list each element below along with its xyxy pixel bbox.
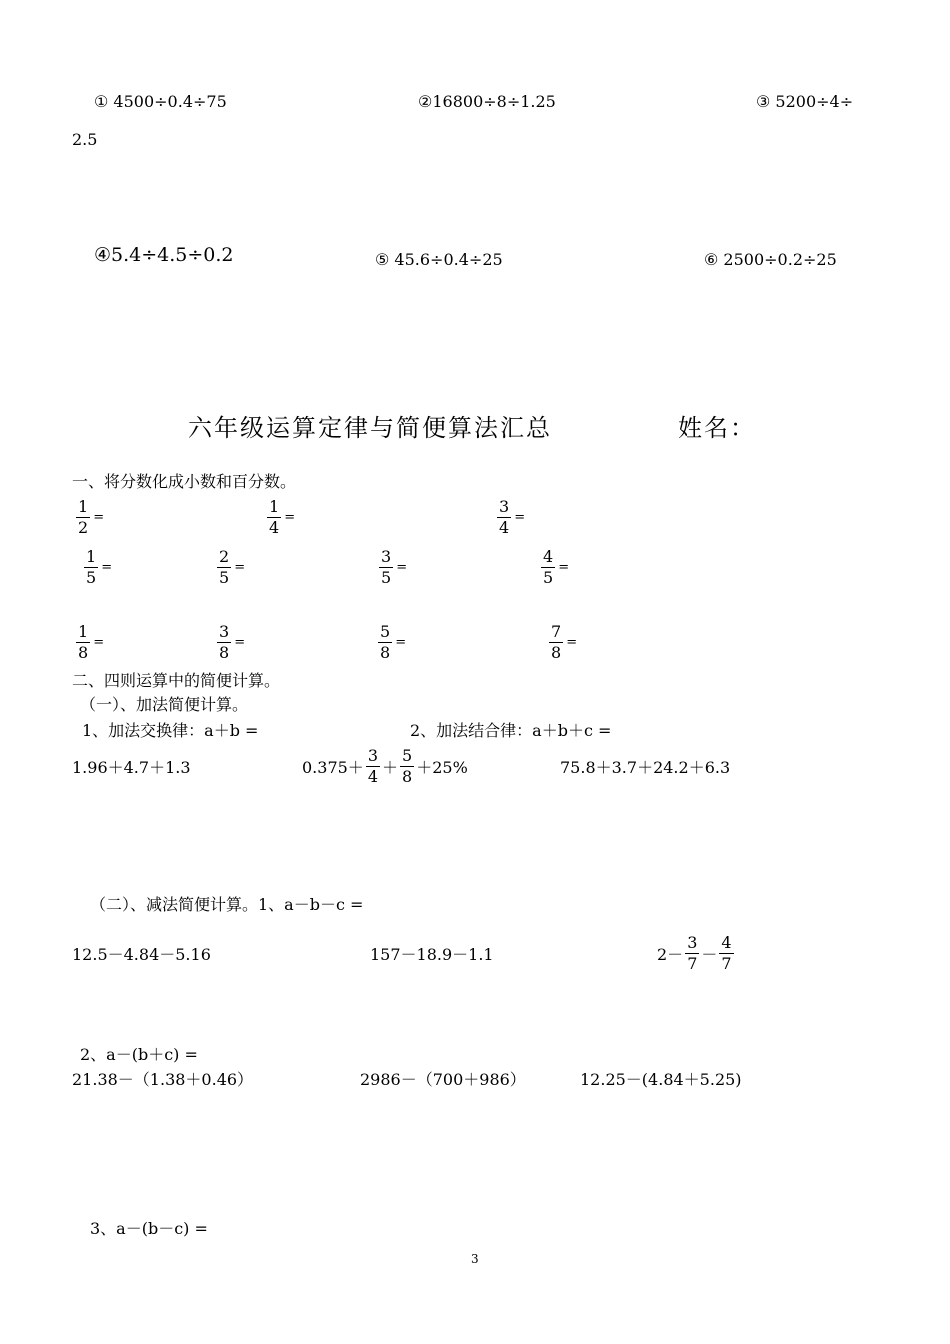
subtraction-problem-2: 157－18.9－1.1: [370, 945, 494, 964]
fraction-3-8: $\frac{3}{8}$ =: [219, 622, 246, 662]
fraction-4-5: $\frac{4}{5}$ =: [543, 547, 570, 587]
addition-subheading: （一）、加法简便计算。: [80, 695, 249, 714]
fraction-1-4: $\frac{1}{4}$ =: [269, 497, 296, 537]
subtraction-law-2: 2、a－(b＋c) =: [80, 1045, 198, 1064]
subtraction-law-3: 3、a－(b－c) =: [90, 1219, 208, 1238]
subtraction-problem-1: 12.5－4.84－5.16: [72, 945, 211, 964]
addition-problem-1: 1.96＋4.7＋1.3: [72, 758, 191, 777]
fraction-1-5: $\frac{1}{5}$ =: [86, 547, 113, 587]
associative-law: 2、加法结合律：a＋b＋c =: [410, 721, 612, 740]
commutative-law: 1、加法交换律：a＋b =: [82, 721, 259, 740]
addition-problem-2: 0.375＋ 3 4 ＋ 5 8 ＋25%: [302, 746, 468, 786]
problem-3: ③ 5200÷4÷: [756, 92, 854, 111]
bracket-problem-2: 2986－（700＋986）: [360, 1070, 526, 1089]
bracket-problem-1: 21.38－（1.38＋0.46）: [72, 1070, 254, 1089]
fraction-1-8: $\frac{1}{8}$ =: [78, 622, 105, 662]
problem-3-continued: 2.5: [72, 130, 98, 149]
fraction-5-8: $\frac{5}{8}$ =: [380, 622, 407, 662]
problem-2: ②16800÷8÷1.25: [418, 92, 556, 111]
fraction-1-2: $\frac{1}{2}$ =: [78, 497, 105, 537]
subtraction-problem-3: 2－ 3 7 － 4 7: [657, 933, 732, 973]
name-label: 姓名：: [678, 414, 756, 442]
problem-6: ⑥ 2500÷0.2÷25: [704, 250, 837, 269]
page-number: 3: [471, 1252, 479, 1266]
subtraction-subheading: （二）、减法简便计算。1、a－b－c =: [90, 895, 364, 914]
fraction-7-8: $\frac{7}{8}$ =: [551, 622, 578, 662]
fraction-2-5: $\frac{2}{5}$ =: [219, 547, 246, 587]
page-title: 六年级运算定律与简便算法汇总: [188, 414, 552, 442]
section-2-heading: 二、四则运算中的简便计算。: [72, 671, 281, 690]
problem-5: ⑤ 45.6÷0.4÷25: [375, 250, 503, 269]
section-1-heading: 一、将分数化成小数和百分数。: [72, 472, 297, 491]
problem-1: ① 4500÷0.4÷75: [94, 92, 227, 111]
fraction-3-5: $\frac{3}{5}$ =: [381, 547, 408, 587]
problem-4: ④5.4÷4.5÷0.2: [94, 244, 234, 266]
bracket-problem-3: 12.25－(4.84＋5.25): [580, 1070, 742, 1089]
addition-problem-3: 75.8＋3.7＋24.2＋6.3: [560, 758, 731, 777]
fraction-3-4: $\frac{3}{4}$ =: [499, 497, 526, 537]
